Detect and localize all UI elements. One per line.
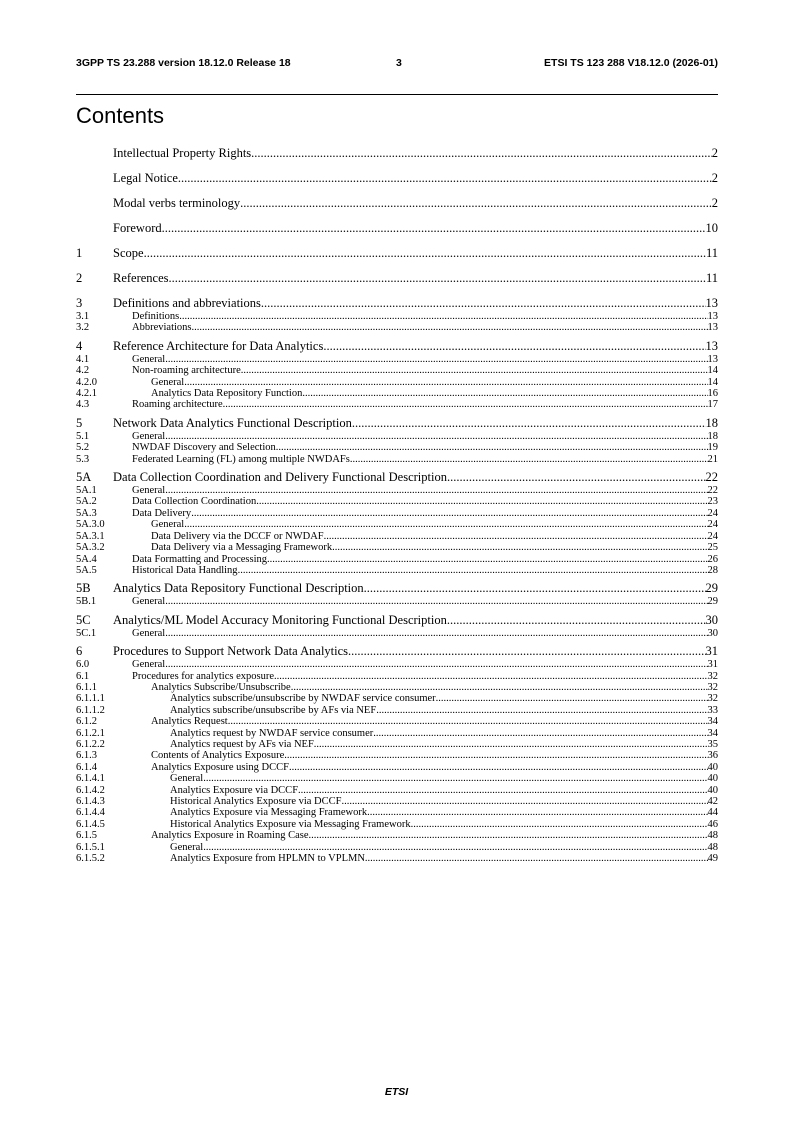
toc-entry[interactable] xyxy=(76,311,718,322)
toc-dot-leader xyxy=(162,221,706,236)
header-etsi-reference: ETSI TS 123 288 V18.12.0 (2026-01) xyxy=(544,57,718,69)
toc-entry[interactable] xyxy=(76,221,718,236)
toc-entry-number: 6.1.4.3 xyxy=(76,796,105,807)
toc-entry[interactable] xyxy=(76,171,718,186)
toc-entry-title: Modal verbs terminology xyxy=(113,196,241,210)
toc-dot-leader xyxy=(364,581,706,596)
toc-entry-title: Contents of Analytics Exposure xyxy=(151,750,285,762)
toc-entry-number: 4 xyxy=(76,338,83,353)
header-rule xyxy=(76,94,718,95)
toc-entry[interactable] xyxy=(76,470,718,485)
toc-entry-number: 5A.2 xyxy=(76,496,97,508)
toc-entry[interactable] xyxy=(76,773,718,784)
toc-entry-number: 5A xyxy=(76,470,92,485)
toc-dot-leader xyxy=(241,365,708,376)
toc-entry-page: 10 xyxy=(705,221,718,235)
toc-entry[interactable] xyxy=(76,496,718,507)
toc-dot-leader xyxy=(192,322,708,333)
toc-entry-number: 3.1 xyxy=(76,311,90,322)
toc-entry-page: 35 xyxy=(707,738,718,750)
toc-dot-leader xyxy=(352,416,706,431)
toc-dot-leader xyxy=(373,728,707,739)
toc-entry[interactable] xyxy=(76,322,718,333)
toc-entry[interactable] xyxy=(76,365,718,376)
toc-entry-number: 6.1.5.2 xyxy=(76,853,105,865)
toc-entry-number: 4.1 xyxy=(76,353,90,365)
toc-entry[interactable] xyxy=(76,853,718,864)
toc-entry-title: General xyxy=(170,841,204,853)
toc-entry-page: 34 xyxy=(707,727,718,739)
toc-dot-leader xyxy=(165,431,707,442)
toc-entry-page: 2 xyxy=(711,171,718,185)
toc-entry-number: 3 xyxy=(76,296,83,310)
toc-entry-page: 32 xyxy=(707,681,718,693)
toc-entry-number: 5B.1 xyxy=(76,596,97,608)
toc-entry-page: 11 xyxy=(705,246,718,260)
toc-entry-number: 6.1.4.2 xyxy=(76,784,105,796)
toc-dot-leader xyxy=(261,296,706,311)
toc-entry[interactable] xyxy=(76,807,718,818)
toc-entry-title: Data Collection Coordination xyxy=(132,496,257,508)
toc-entry[interactable] xyxy=(76,377,718,388)
toc-entry-number: 5A.4 xyxy=(76,553,97,565)
toc-entry[interactable] xyxy=(76,399,718,410)
toc-entry-title: Scope xyxy=(113,246,144,260)
toc-dot-leader xyxy=(323,339,705,354)
toc-entry-number: 4.3 xyxy=(76,399,90,411)
toc-dot-leader xyxy=(436,693,708,704)
toc-entry-title: Data Formatting and Processing xyxy=(132,553,268,565)
toc-entry-title: Abbreviations xyxy=(132,322,192,334)
toc-entry-title: Analytics Exposure using DCCF xyxy=(151,761,289,773)
toc-entry-title: Roaming architecture xyxy=(132,399,223,411)
toc-entry-page: 25 xyxy=(707,542,718,554)
toc-entry[interactable] xyxy=(76,750,718,761)
toc-entry-page: 48 xyxy=(707,830,718,842)
toc-dot-leader xyxy=(165,659,707,670)
toc-entry-page: 2 xyxy=(711,196,718,210)
toc-dot-leader xyxy=(184,519,707,530)
toc-entry[interactable] xyxy=(76,728,718,739)
toc-dot-leader xyxy=(447,613,706,628)
toc-entry[interactable] xyxy=(76,842,718,853)
toc-entry-page: 14 xyxy=(707,376,718,388)
toc-entry[interactable] xyxy=(76,339,718,354)
toc-entry-title: NWDAF Discovery and Selection xyxy=(132,442,276,454)
toc-entry-number: 6.1.5 xyxy=(76,830,97,842)
toc-entry-title: Data Collection Coordination and Delivery Functional Description xyxy=(113,470,447,485)
toc-entry-page: 13 xyxy=(707,322,718,334)
toc-entry-page: 34 xyxy=(707,716,718,728)
toc-entry-title: Analytics request by NWDAF service consumer xyxy=(170,727,374,739)
toc-entry-page: 49 xyxy=(707,853,718,865)
toc-dot-leader xyxy=(411,819,708,830)
toc-dot-leader xyxy=(332,542,707,553)
toc-entry-number: 5A.5 xyxy=(76,564,97,576)
toc-entry[interactable] xyxy=(76,508,718,519)
toc-dot-leader xyxy=(191,508,707,519)
toc-entry-page: 22 xyxy=(705,470,718,485)
toc-entry-page: 40 xyxy=(707,784,718,796)
toc-entry-title: Reference Architecture for Data Analytics xyxy=(113,338,324,353)
toc-entry-title: References xyxy=(113,271,169,285)
toc-entry-title: General xyxy=(151,519,185,531)
toc-entry-title: General xyxy=(132,485,166,497)
toc-entry-title: Analytics Exposure via Messaging Framework xyxy=(170,807,368,819)
toc-entry[interactable] xyxy=(76,693,718,704)
toc-entry[interactable] xyxy=(76,830,718,841)
toc-entry-title: Historical Data Handling xyxy=(132,564,238,576)
toc-dot-leader xyxy=(324,531,708,542)
toc-entry-title: Analytics subscribe/unsubscribe by NWDAF service consumer xyxy=(170,693,436,705)
toc-dot-leader xyxy=(223,399,708,410)
toc-dot-leader xyxy=(289,762,708,773)
toc-entry[interactable] xyxy=(76,628,718,639)
toc-entry[interactable] xyxy=(76,542,718,553)
toc-entry[interactable] xyxy=(76,671,718,682)
toc-entry-page: 44 xyxy=(707,807,718,819)
toc-entry[interactable] xyxy=(76,644,718,659)
toc-entry-page: 32 xyxy=(707,693,718,705)
toc-entry-title: General xyxy=(132,430,166,442)
toc-entry-title: Analytics Exposure via DCCF xyxy=(170,784,299,796)
toc-entry-page: 31 xyxy=(707,659,718,671)
toc-entry-page: 13 xyxy=(705,296,718,310)
toc-entry-title: Analytics Subscribe/Unsubscribe xyxy=(151,681,291,693)
page-title: Contents xyxy=(76,103,165,128)
toc-dot-leader xyxy=(284,750,707,761)
toc-dot-leader xyxy=(165,354,707,365)
toc-entry-number: 6.1.3 xyxy=(76,750,97,762)
toc-entry-title: Analytics Exposure in Roaming Case xyxy=(151,830,309,842)
toc-entry-number: 6 xyxy=(76,644,83,659)
toc-entry[interactable] xyxy=(76,613,718,628)
toc-entry-page: 18 xyxy=(705,415,718,430)
toc-entry-number: 6.1.2.2 xyxy=(76,738,105,750)
toc-entry[interactable] xyxy=(76,531,718,542)
toc-entry-number: 4.2.0 xyxy=(76,376,97,388)
toc-entry-title: Analytics/ML Model Accuracy Monitoring Functional Description xyxy=(113,612,447,627)
toc-entry-page: 30 xyxy=(705,612,718,627)
toc-dot-leader xyxy=(341,796,707,807)
toc-entry-title: Data Delivery xyxy=(132,507,192,519)
toc-entry-number: 6.1.4 xyxy=(76,761,97,773)
toc-entry-title: Analytics Exposure from HPLMN to VPLMN xyxy=(170,853,365,865)
toc-entry-page: 40 xyxy=(707,761,718,773)
toc-entry-page: 23 xyxy=(707,496,718,508)
toc-entry-number: 6.0 xyxy=(76,659,90,671)
toc-entry-title: Data Delivery via the DCCF or NWDAF xyxy=(151,530,324,542)
toc-entry-number: 6.1.4.5 xyxy=(76,818,105,830)
toc-entry-number: 6.1.5.1 xyxy=(76,841,105,853)
toc-entry-page: 22 xyxy=(707,485,718,497)
toc-entry-page: 11 xyxy=(705,271,718,285)
toc-dot-leader xyxy=(367,807,707,818)
toc-dot-leader xyxy=(314,739,708,750)
toc-entry-title: General xyxy=(132,353,166,365)
toc-dot-leader xyxy=(365,853,708,864)
toc-entry-page: 24 xyxy=(707,519,718,531)
toc-entry-page: 32 xyxy=(707,670,718,682)
toc-entry[interactable] xyxy=(76,554,718,565)
toc-entry-number: 5A.3 xyxy=(76,507,97,519)
toc-entry[interactable] xyxy=(76,442,718,453)
toc-entry-title: Historical Analytics Exposure via Messaging Framework xyxy=(170,818,411,830)
toc-dot-leader xyxy=(165,485,707,496)
toc-entry-number: 5A.3.2 xyxy=(76,542,105,554)
toc-dot-leader xyxy=(144,246,706,261)
page-footer: ETSI xyxy=(384,1086,409,1098)
page-header xyxy=(76,57,718,73)
toc-entry[interactable] xyxy=(76,762,718,773)
toc-entry[interactable] xyxy=(76,705,718,716)
toc-entry-title: Data Delivery via a Messaging Framework xyxy=(151,542,333,554)
toc-entry-title: Analytics Data Repository Function xyxy=(151,388,303,400)
toc-entry-number: 3.2 xyxy=(76,322,90,334)
toc-entry[interactable] xyxy=(76,519,718,530)
toc-entry[interactable] xyxy=(76,246,718,261)
toc-entry-number: 6.1.2 xyxy=(76,716,97,728)
toc-dot-leader xyxy=(256,496,707,507)
toc-entry-page: 17 xyxy=(707,399,718,411)
toc-entry-number: 5C.1 xyxy=(76,627,97,639)
toc-dot-leader xyxy=(267,554,707,565)
toc-entry[interactable] xyxy=(76,431,718,442)
toc-entry[interactable] xyxy=(76,388,718,399)
toc-entry-page: 13 xyxy=(707,353,718,365)
toc-entry[interactable] xyxy=(76,416,718,431)
table-of-contents xyxy=(76,146,718,864)
toc-entry-number: 5C xyxy=(76,612,91,627)
toc-dot-leader xyxy=(240,196,712,211)
toc-entry-title: Definitions xyxy=(132,311,180,322)
toc-entry-page: 28 xyxy=(707,564,718,576)
toc-entry-title: Foreword xyxy=(113,221,162,235)
toc-entry-page: 18 xyxy=(707,430,718,442)
toc-entry-title: Legal Notice xyxy=(113,171,178,185)
header-spec-version: 3GPP TS 23.288 version 18.12.0 Release 18 xyxy=(76,57,291,69)
toc-entry-title: Definitions and abbreviations xyxy=(113,296,261,310)
toc-entry-number: 5B xyxy=(76,581,91,596)
toc-entry[interactable] xyxy=(76,581,718,596)
toc-dot-leader xyxy=(165,628,707,639)
toc-entry[interactable] xyxy=(76,796,718,807)
toc-entry-number: 5A.3.0 xyxy=(76,519,105,531)
toc-entry[interactable] xyxy=(76,354,718,365)
toc-entry-page: 26 xyxy=(707,553,718,565)
toc-dot-leader xyxy=(178,171,712,186)
toc-dot-leader xyxy=(376,705,707,716)
toc-dot-leader xyxy=(308,830,707,841)
toc-dot-leader xyxy=(203,773,707,784)
toc-entry[interactable] xyxy=(76,271,718,286)
toc-entry-number: 6.1 xyxy=(76,670,90,682)
toc-entry-page: 13 xyxy=(705,338,718,353)
toc-entry-number: 5 xyxy=(76,415,83,430)
toc-entry-page: 14 xyxy=(707,365,718,377)
toc-entry[interactable] xyxy=(76,454,718,465)
toc-entry[interactable] xyxy=(76,296,718,311)
toc-entry-page: 16 xyxy=(707,388,718,400)
toc-entry[interactable] xyxy=(76,682,718,693)
toc-entry-title: Analytics Data Repository Functional Description xyxy=(113,581,364,596)
toc-dot-leader xyxy=(251,146,712,161)
toc-entry[interactable] xyxy=(76,716,718,727)
toc-entry-page: 24 xyxy=(707,507,718,519)
toc-dot-leader xyxy=(165,596,707,607)
toc-entry[interactable] xyxy=(76,146,718,161)
toc-entry-number: 5A.1 xyxy=(76,485,97,497)
toc-entry-page: 48 xyxy=(707,841,718,853)
toc-dot-leader xyxy=(447,470,706,485)
toc-entry-page: 36 xyxy=(707,750,718,762)
toc-entry-title: General xyxy=(151,376,185,388)
toc-dot-leader xyxy=(169,271,706,286)
toc-entry-number: 5A.3.1 xyxy=(76,530,105,542)
toc-entry-title: Analytics subscribe/unsubscribe by AFs via NEF xyxy=(170,704,377,716)
toc-entry-title: Analytics request by AFs via NEF xyxy=(170,738,314,750)
toc-dot-leader xyxy=(291,682,708,693)
toc-entry-title: General xyxy=(132,596,166,608)
toc-entry-page: 42 xyxy=(707,796,718,807)
toc-entry-number: 5.3 xyxy=(76,453,90,465)
toc-dot-leader xyxy=(238,565,708,576)
toc-dot-leader xyxy=(350,454,708,465)
toc-entry-page: 46 xyxy=(707,818,718,830)
toc-entry-number: 6.1.4.4 xyxy=(76,807,105,819)
toc-entry-title: General xyxy=(170,773,204,785)
toc-entry[interactable] xyxy=(76,596,718,607)
toc-dot-leader xyxy=(348,644,705,659)
toc-entry-number: 6.1.1.1 xyxy=(76,693,105,705)
toc-entry-page: 31 xyxy=(705,644,718,659)
toc-entry-page: 29 xyxy=(705,581,718,596)
toc-entry[interactable] xyxy=(76,819,718,830)
toc-dot-leader xyxy=(302,388,707,399)
toc-entry-title: General xyxy=(132,659,166,671)
toc-entry-number: 2 xyxy=(76,271,83,285)
toc-entry-number: 6.1.1 xyxy=(76,681,97,693)
toc-dot-leader xyxy=(184,377,707,388)
toc-entry[interactable] xyxy=(76,565,718,576)
toc-dot-leader xyxy=(276,442,708,453)
toc-entry-page: 30 xyxy=(707,627,718,639)
toc-entry-title: General xyxy=(132,627,166,639)
toc-dot-leader xyxy=(179,311,707,322)
toc-entry-title: Network Data Analytics Functional Description xyxy=(113,415,352,430)
toc-entry-title: Procedures to Support Network Data Analytics xyxy=(113,644,349,659)
toc-entry[interactable] xyxy=(76,485,718,496)
toc-entry-number: 5.1 xyxy=(76,430,90,442)
toc-entry-page: 29 xyxy=(707,596,718,608)
toc-entry-title: Intellectual Property Rights xyxy=(113,146,252,160)
toc-entry[interactable] xyxy=(76,739,718,750)
toc-entry-title: Non-roaming architecture xyxy=(132,365,241,377)
toc-dot-leader xyxy=(203,842,707,853)
toc-entry-page: 40 xyxy=(707,773,718,785)
toc-entry-page: 24 xyxy=(707,530,718,542)
toc-entry-page: 33 xyxy=(707,704,718,716)
toc-entry-number: 4.2 xyxy=(76,365,90,377)
toc-entry-number: 6.1.1.2 xyxy=(76,704,105,716)
toc-entry-title: Federated Learning (FL) among multiple NWDAFs xyxy=(132,453,350,465)
toc-entry-title: Procedures for analytics exposure xyxy=(132,670,274,682)
toc-entry-page: 13 xyxy=(707,311,718,322)
toc-entry-number: 1 xyxy=(76,246,83,260)
toc-entry-title: Historical Analytics Exposure via DCCF xyxy=(170,796,342,807)
header-page-number: 3 xyxy=(396,57,402,69)
toc-entry[interactable] xyxy=(76,785,718,796)
toc-dot-leader xyxy=(228,716,708,727)
toc-entry-title: Analytics Request xyxy=(151,716,228,728)
toc-entry-page: 2 xyxy=(711,146,718,160)
toc-entry-number: 4.2.1 xyxy=(76,388,97,400)
toc-entry[interactable] xyxy=(76,659,718,670)
toc-entry-number: 5.2 xyxy=(76,442,90,454)
toc-dot-leader xyxy=(274,671,708,682)
toc-entry-number: 6.1.2.1 xyxy=(76,727,105,739)
toc-entry[interactable] xyxy=(76,196,718,211)
toc-dot-leader xyxy=(298,785,707,796)
toc-entry-page: 21 xyxy=(707,453,718,465)
toc-entry-page: 19 xyxy=(707,442,718,454)
toc-entry-number: 6.1.4.1 xyxy=(76,773,105,785)
